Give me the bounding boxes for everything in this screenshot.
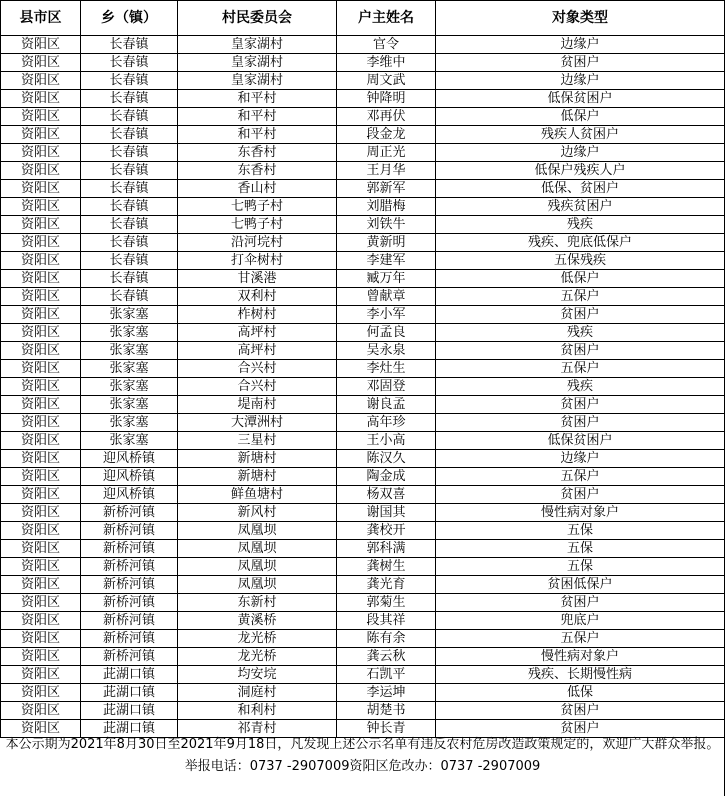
cell-category: 五保 xyxy=(436,558,725,576)
table-row xyxy=(1,702,725,720)
cell-county: 资阳区 xyxy=(1,576,81,594)
cell-category: 慢性病对象户 xyxy=(436,504,725,522)
cell-county: 资阳区 xyxy=(1,666,81,684)
cell-category: 五保户 xyxy=(436,468,725,486)
cell-category: 贫困户 xyxy=(436,342,725,360)
table-row xyxy=(1,612,725,630)
cell-village: 新风村 xyxy=(178,504,337,522)
cell-town: 张家塞 xyxy=(81,414,178,432)
table-row xyxy=(1,414,725,432)
cell-county: 资阳区 xyxy=(1,414,81,432)
cell-county: 资阳区 xyxy=(1,486,81,504)
notice-text: 本公示期为2021年8月30日至2021年9月18日，凡发现上述公示名单有违反农村危房改造政策规定的，欢迎广大群众举报。 xyxy=(5,737,720,752)
cell-householder: 王小高 xyxy=(337,432,436,450)
cell-category: 低保户 xyxy=(436,270,725,288)
cell-householder: 李运坤 xyxy=(337,684,436,702)
cell-village: 凤凰坝 xyxy=(178,540,337,558)
cell-category: 贫困户 xyxy=(436,720,725,738)
cell-town: 新桥河镇 xyxy=(81,648,178,666)
table-row xyxy=(1,450,725,468)
cell-town: 长春镇 xyxy=(81,234,178,252)
cell-village: 和平村 xyxy=(178,108,337,126)
cell-village: 和平村 xyxy=(178,126,337,144)
cell-county: 资阳区 xyxy=(1,594,81,612)
cell-town: 长春镇 xyxy=(81,72,178,90)
cell-town: 长春镇 xyxy=(81,180,178,198)
cell-category: 五保户 xyxy=(436,288,725,306)
cell-category: 残疾 xyxy=(436,324,725,342)
cell-householder: 郭新军 xyxy=(337,180,436,198)
cell-householder: 龚校开 xyxy=(337,522,436,540)
cell-category: 慢性病对象户 xyxy=(436,648,725,666)
table-row xyxy=(1,684,725,702)
table-row xyxy=(1,270,725,288)
cell-householder: 高年珍 xyxy=(337,414,436,432)
table-row xyxy=(1,288,725,306)
cell-village: 七鸭子村 xyxy=(178,216,337,234)
cell-householder: 谢国其 xyxy=(337,504,436,522)
cell-county: 资阳区 xyxy=(1,324,81,342)
cell-category: 贫困户 xyxy=(436,414,725,432)
cell-county: 资阳区 xyxy=(1,684,81,702)
cell-category: 兜底户 xyxy=(436,612,725,630)
cell-village: 香山村 xyxy=(178,180,337,198)
cell-county: 资阳区 xyxy=(1,162,81,180)
cell-householder: 李小军 xyxy=(337,306,436,324)
table-header-row xyxy=(1,1,725,36)
notice-footer xyxy=(0,736,725,776)
table-row xyxy=(1,558,725,576)
cell-county: 资阳区 xyxy=(1,720,81,738)
cell-village: 鲜鱼塘村 xyxy=(178,486,337,504)
table-row xyxy=(1,486,725,504)
cell-village: 龙光桥 xyxy=(178,648,337,666)
cell-town: 长春镇 xyxy=(81,126,178,144)
cell-county: 资阳区 xyxy=(1,36,81,54)
cell-householder: 段金龙 xyxy=(337,126,436,144)
cell-category: 残疾贫困户 xyxy=(436,198,725,216)
cell-category: 残疾、兜底低保户 xyxy=(436,234,725,252)
cell-category: 贫困户 xyxy=(436,396,725,414)
cell-village: 祁青村 xyxy=(178,720,337,738)
cell-householder: 钟降明 xyxy=(337,90,436,108)
table-row xyxy=(1,396,725,414)
table-row xyxy=(1,54,725,72)
header-category: 对象类型 xyxy=(436,1,725,36)
cell-householder: 曾献章 xyxy=(337,288,436,306)
cell-householder: 李建军 xyxy=(337,252,436,270)
cell-category: 五保户 xyxy=(436,360,725,378)
table-row xyxy=(1,504,725,522)
cell-village: 高坪村 xyxy=(178,324,337,342)
cell-county: 资阳区 xyxy=(1,306,81,324)
cell-householder: 官令 xyxy=(337,36,436,54)
cell-county: 资阳区 xyxy=(1,180,81,198)
cell-county: 资阳区 xyxy=(1,198,81,216)
table-row xyxy=(1,378,725,396)
table-row xyxy=(1,540,725,558)
cell-householder: 邓固登 xyxy=(337,378,436,396)
cell-householder: 胡楚书 xyxy=(337,702,436,720)
cell-town: 新桥河镇 xyxy=(81,540,178,558)
cell-county: 资阳区 xyxy=(1,504,81,522)
cell-county: 资阳区 xyxy=(1,144,81,162)
cell-category: 低保户残疾人户 xyxy=(436,162,725,180)
cell-county: 资阳区 xyxy=(1,72,81,90)
cell-town: 张家塞 xyxy=(81,432,178,450)
header-householder: 户主姓名 xyxy=(337,1,436,36)
cell-town: 新桥河镇 xyxy=(81,612,178,630)
cell-village: 沿河垸村 xyxy=(178,234,337,252)
cell-category: 贫困低保户 xyxy=(436,576,725,594)
cell-town: 长春镇 xyxy=(81,54,178,72)
cell-householder: 杨双喜 xyxy=(337,486,436,504)
cell-town: 张家塞 xyxy=(81,396,178,414)
cell-county: 资阳区 xyxy=(1,522,81,540)
table-row xyxy=(1,594,725,612)
table-row xyxy=(1,252,725,270)
table-row xyxy=(1,666,725,684)
cell-village: 打伞树村 xyxy=(178,252,337,270)
cell-county: 资阳区 xyxy=(1,216,81,234)
cell-village: 新塘村 xyxy=(178,450,337,468)
cell-category: 五保 xyxy=(436,540,725,558)
table-body xyxy=(1,36,725,738)
cell-town: 迎风桥镇 xyxy=(81,450,178,468)
cell-category: 贫困户 xyxy=(436,54,725,72)
cell-village: 堤南村 xyxy=(178,396,337,414)
table-row xyxy=(1,234,725,252)
table-row xyxy=(1,648,725,666)
table-row xyxy=(1,162,725,180)
cell-village: 大潭洲村 xyxy=(178,414,337,432)
cell-town: 长春镇 xyxy=(81,90,178,108)
cell-town: 长春镇 xyxy=(81,288,178,306)
cell-village: 皇家湖村 xyxy=(178,36,337,54)
cell-category: 五保户 xyxy=(436,630,725,648)
cell-county: 资阳区 xyxy=(1,612,81,630)
cell-category: 贫困户 xyxy=(436,702,725,720)
cell-category: 边缘户 xyxy=(436,36,725,54)
cell-town: 长春镇 xyxy=(81,36,178,54)
cell-town: 新桥河镇 xyxy=(81,630,178,648)
cell-householder: 周正光 xyxy=(337,144,436,162)
cell-village: 凤凰坝 xyxy=(178,522,337,540)
cell-county: 资阳区 xyxy=(1,234,81,252)
cell-householder: 石凯平 xyxy=(337,666,436,684)
report-hotline: 举报电话：0737 -2907009资阳区危改办：0737 -2907009 xyxy=(184,759,541,774)
cell-county: 资阳区 xyxy=(1,270,81,288)
cell-village: 均安垸 xyxy=(178,666,337,684)
cell-village: 凤凰坝 xyxy=(178,576,337,594)
cell-category: 边缘户 xyxy=(436,72,725,90)
header-county: 县市区 xyxy=(1,1,81,36)
cell-county: 资阳区 xyxy=(1,288,81,306)
cell-category: 五保 xyxy=(436,522,725,540)
header-town: 乡（镇） xyxy=(81,1,178,36)
cell-town: 新桥河镇 xyxy=(81,576,178,594)
cell-village: 皇家湖村 xyxy=(178,54,337,72)
cell-category: 五保残疾 xyxy=(436,252,725,270)
cell-category: 贫困户 xyxy=(436,594,725,612)
cell-town: 张家塞 xyxy=(81,378,178,396)
cell-householder: 吴永泉 xyxy=(337,342,436,360)
table-row xyxy=(1,468,725,486)
cell-village: 和平村 xyxy=(178,90,337,108)
cell-village: 柞树村 xyxy=(178,306,337,324)
table-row xyxy=(1,198,725,216)
cell-town: 长春镇 xyxy=(81,252,178,270)
cell-village: 洞庭村 xyxy=(178,684,337,702)
table-row xyxy=(1,36,725,54)
cell-county: 资阳区 xyxy=(1,702,81,720)
table-row xyxy=(1,342,725,360)
cell-county: 资阳区 xyxy=(1,558,81,576)
table-row xyxy=(1,630,725,648)
table-row xyxy=(1,216,725,234)
cell-category: 贫困户 xyxy=(436,306,725,324)
cell-village: 合兴村 xyxy=(178,378,337,396)
cell-householder: 段其祥 xyxy=(337,612,436,630)
cell-village: 新塘村 xyxy=(178,468,337,486)
table-row xyxy=(1,126,725,144)
cell-householder: 臧万年 xyxy=(337,270,436,288)
cell-village: 高坪村 xyxy=(178,342,337,360)
cell-category: 残疾人贫困户 xyxy=(436,126,725,144)
cell-householder: 黄新明 xyxy=(337,234,436,252)
cell-town: 迎风桥镇 xyxy=(81,468,178,486)
table-row xyxy=(1,522,725,540)
cell-householder: 龚光育 xyxy=(337,576,436,594)
cell-town: 新桥河镇 xyxy=(81,504,178,522)
cell-county: 资阳区 xyxy=(1,90,81,108)
cell-householder: 周文武 xyxy=(337,72,436,90)
cell-category: 边缘户 xyxy=(436,450,725,468)
cell-category: 残疾、长期慢性病 xyxy=(436,666,725,684)
cell-town: 长春镇 xyxy=(81,216,178,234)
cell-householder: 王月华 xyxy=(337,162,436,180)
cell-town: 茈湖口镇 xyxy=(81,702,178,720)
cell-category: 残疾 xyxy=(436,216,725,234)
cell-category: 残疾 xyxy=(436,378,725,396)
cell-county: 资阳区 xyxy=(1,630,81,648)
table-row xyxy=(1,72,725,90)
table-row xyxy=(1,576,725,594)
cell-town: 长春镇 xyxy=(81,108,178,126)
table-row xyxy=(1,90,725,108)
cell-town: 新桥河镇 xyxy=(81,558,178,576)
cell-category: 低保、贫困户 xyxy=(436,180,725,198)
table-row xyxy=(1,180,725,198)
cell-village: 龙光桥 xyxy=(178,630,337,648)
cell-householder: 刘铁牛 xyxy=(337,216,436,234)
cell-householder: 何孟良 xyxy=(337,324,436,342)
cell-householder: 郭科满 xyxy=(337,540,436,558)
cell-county: 资阳区 xyxy=(1,432,81,450)
cell-householder: 龚云秋 xyxy=(337,648,436,666)
cell-county: 资阳区 xyxy=(1,252,81,270)
cell-county: 资阳区 xyxy=(1,108,81,126)
cell-category: 边缘户 xyxy=(436,144,725,162)
cell-town: 长春镇 xyxy=(81,162,178,180)
cell-town: 张家塞 xyxy=(81,360,178,378)
cell-householder: 刘腊梅 xyxy=(337,198,436,216)
cell-category: 低保贫困户 xyxy=(436,432,725,450)
cell-category: 贫困户 xyxy=(436,486,725,504)
table-row xyxy=(1,720,725,738)
cell-county: 资阳区 xyxy=(1,396,81,414)
cell-county: 资阳区 xyxy=(1,540,81,558)
cell-town: 茈湖口镇 xyxy=(81,720,178,738)
header-village: 村民委员会 xyxy=(178,1,337,36)
cell-householder: 钟长青 xyxy=(337,720,436,738)
cell-town: 新桥河镇 xyxy=(81,522,178,540)
cell-householder: 李灶生 xyxy=(337,360,436,378)
cell-county: 资阳区 xyxy=(1,468,81,486)
cell-village: 七鸭子村 xyxy=(178,198,337,216)
cell-category: 低保户 xyxy=(436,108,725,126)
cell-town: 长春镇 xyxy=(81,198,178,216)
cell-village: 三星村 xyxy=(178,432,337,450)
cell-village: 东新村 xyxy=(178,594,337,612)
cell-village: 合兴村 xyxy=(178,360,337,378)
cell-village: 东香村 xyxy=(178,144,337,162)
cell-county: 资阳区 xyxy=(1,126,81,144)
cell-county: 资阳区 xyxy=(1,378,81,396)
cell-county: 资阳区 xyxy=(1,54,81,72)
cell-village: 皇家湖村 xyxy=(178,72,337,90)
table-row xyxy=(1,432,725,450)
cell-county: 资阳区 xyxy=(1,450,81,468)
cell-town: 新桥河镇 xyxy=(81,594,178,612)
cell-town: 张家塞 xyxy=(81,306,178,324)
cell-town: 张家塞 xyxy=(81,342,178,360)
table-row xyxy=(1,144,725,162)
cell-town: 长春镇 xyxy=(81,270,178,288)
cell-village: 东香村 xyxy=(178,162,337,180)
cell-town: 茈湖口镇 xyxy=(81,684,178,702)
cell-householder: 陶金成 xyxy=(337,468,436,486)
cell-category: 低保 xyxy=(436,684,725,702)
cell-village: 凤凰坝 xyxy=(178,558,337,576)
cell-householder: 谢良孟 xyxy=(337,396,436,414)
cell-householder: 陈有余 xyxy=(337,630,436,648)
cell-householder: 邓再伏 xyxy=(337,108,436,126)
cell-town: 茈湖口镇 xyxy=(81,666,178,684)
cell-town: 张家塞 xyxy=(81,324,178,342)
cell-householder: 龚树生 xyxy=(337,558,436,576)
cell-village: 黄溪桥 xyxy=(178,612,337,630)
table-row xyxy=(1,306,725,324)
cell-householder: 李维中 xyxy=(337,54,436,72)
cell-county: 资阳区 xyxy=(1,360,81,378)
cell-town: 迎风桥镇 xyxy=(81,486,178,504)
cell-village: 甘溪港 xyxy=(178,270,337,288)
table-row xyxy=(1,360,725,378)
cell-town: 长春镇 xyxy=(81,144,178,162)
cell-householder: 陈汉久 xyxy=(337,450,436,468)
cell-county: 资阳区 xyxy=(1,342,81,360)
table-row xyxy=(1,324,725,342)
cell-village: 和利村 xyxy=(178,702,337,720)
cell-category: 低保贫困户 xyxy=(436,90,725,108)
cell-village: 双利村 xyxy=(178,288,337,306)
table-row xyxy=(1,108,725,126)
cell-householder: 郭菊生 xyxy=(337,594,436,612)
cell-county: 资阳区 xyxy=(1,648,81,666)
